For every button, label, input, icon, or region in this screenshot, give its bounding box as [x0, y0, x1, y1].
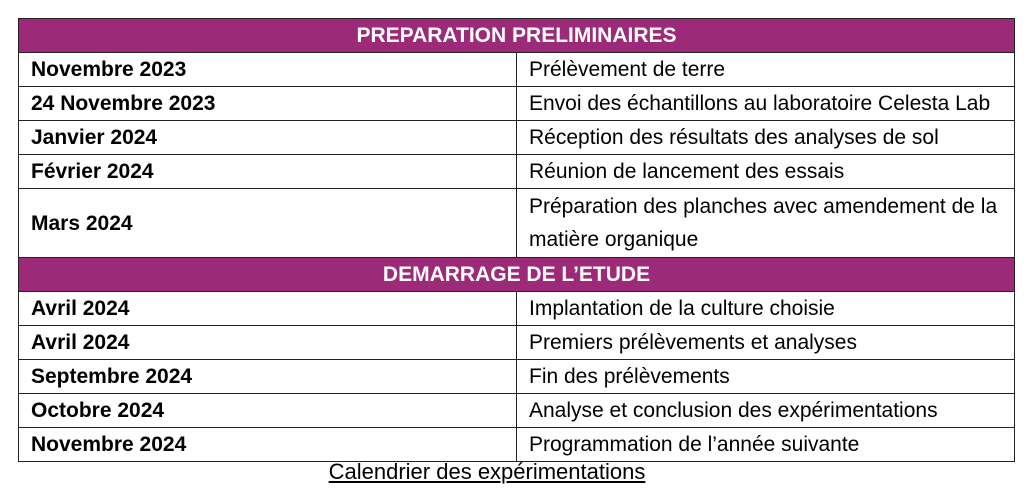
row-task: Réception des résultats des analyses de sol	[517, 121, 1015, 155]
row-date: Septembre 2024	[19, 360, 517, 394]
row-task: Préparation des planches avec amendement de la matière organique	[517, 189, 1015, 258]
section-title: DEMARRAGE DE L’ETUDE	[19, 258, 1015, 292]
row-date: Avril 2024	[19, 292, 517, 326]
row-task: Réunion de lancement des essais	[517, 155, 1015, 189]
row-task: Premiers prélèvements et analyses	[517, 326, 1015, 360]
row-date: Octobre 2024	[19, 394, 517, 428]
table-row	[19, 428, 1015, 462]
section-title: PREPARATION PRELIMINAIRES	[19, 19, 1015, 53]
row-date: Novembre 2023	[19, 53, 517, 87]
table-row	[19, 155, 1015, 189]
row-date: Février 2024	[19, 155, 517, 189]
row-date: 24 Novembre 2023	[19, 87, 517, 121]
row-task: Fin des prélèvements	[517, 360, 1015, 394]
row-date: Mars 2024	[19, 189, 517, 258]
table-row	[19, 189, 1015, 258]
row-task: Programmation de l’année suivante	[517, 428, 1015, 462]
table-row	[19, 360, 1015, 394]
row-date: Avril 2024	[19, 326, 517, 360]
row-task: Analyse et conclusion des expérimentations	[517, 394, 1015, 428]
table-row	[19, 394, 1015, 428]
row-date: Novembre 2024	[19, 428, 517, 462]
table-row	[19, 326, 1015, 360]
row-task: Prélèvement de terre	[517, 53, 1015, 87]
row-date: Janvier 2024	[19, 121, 517, 155]
section-header-row	[19, 19, 1015, 53]
row-task: Envoi des échantillons au laboratoire Celesta Lab	[517, 87, 1015, 121]
table-caption: Calendrier des expérimentations	[328, 459, 646, 484]
row-task: Implantation de la culture choisie	[517, 292, 1015, 326]
schedule-table	[18, 18, 1015, 462]
section-header-row	[19, 258, 1015, 292]
table-row	[19, 292, 1015, 326]
table-row	[19, 53, 1015, 87]
table-row	[19, 121, 1015, 155]
table-row	[19, 87, 1015, 121]
